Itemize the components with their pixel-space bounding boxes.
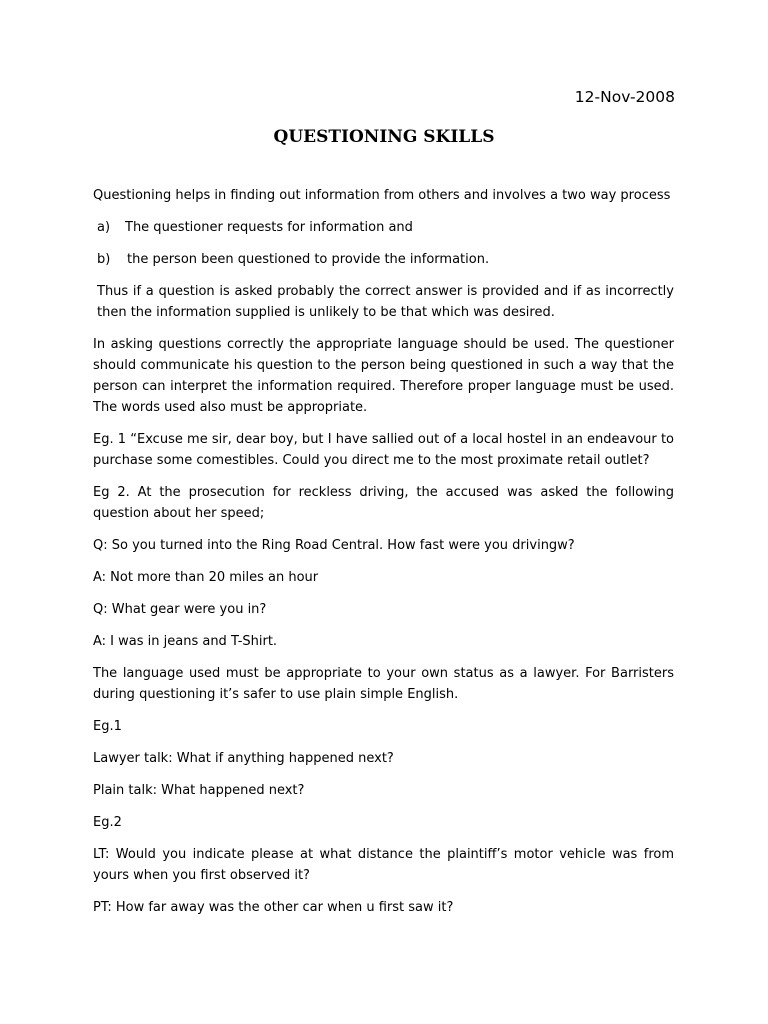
plain-talk-line: PT: How far away was the other car when u first saw it? [93,900,454,915]
list-marker: a) [97,220,111,235]
question-line: Q: What gear were you in? [93,602,267,617]
list-marker: b) [97,252,111,267]
lawyer-talk-line: Lawyer talk: What if anything happened next? [93,751,394,766]
question-line: Q: So you turned into the Ring Road Central. How fast were you drivingw? [93,538,575,553]
asking-paragraph: In asking questions correctly the appropriate language should be used. The questioner should communicate his question to the person being questioned in such a way that the person can interpret the information required. Therefore proper language must be used. The words used also must be appropriate. [93,337,674,415]
list-item-text: the person been questioned to provide the information. [127,252,490,267]
list-item-text: The questioner requests for information and [125,220,413,235]
document-title: QUESTIONING SKILLS [273,127,495,147]
example-label: Eg.1 [93,719,122,734]
answer-line: A: Not more than 20 miles an hour [93,570,319,585]
document-body [93,185,674,929]
lawyer-talk-line: LT: Would you indicate please at what distance the plaintiff’s motor vehicle was from yours when you first observed it? [93,847,674,883]
document-date: 12-Nov-2008 [574,88,675,106]
language-paragraph: The language used must be appropriate to your own status as a lawyer. For Barristers during questioning it’s safer to use plain simple English. [93,666,674,702]
list-item [93,249,674,270]
thus-paragraph: Thus if a question is asked probably the correct answer is provided and if as incorrectly then the information supplied is unlikely to be that which was desired. [97,284,674,320]
plain-talk-line: Plain talk: What happened next? [93,783,305,798]
example-label: Eg.2 [93,815,122,830]
answer-line: A: I was in jeans and T-Shirt. [93,634,278,649]
list-item [93,217,674,238]
example-2-paragraph: Eg 2. At the prosecution for reckless driving, the accused was asked the following question about her speed; [93,485,674,521]
intro-paragraph: Questioning helps in finding out information from others and involves a two way process [93,188,671,203]
example-1-paragraph: Eg. 1 “Excuse me sir, dear boy, but I have sallied out of a local hostel in an endeavour to purchase some comestibles. Could you direct me to the most proximate retail outlet? [93,432,674,468]
